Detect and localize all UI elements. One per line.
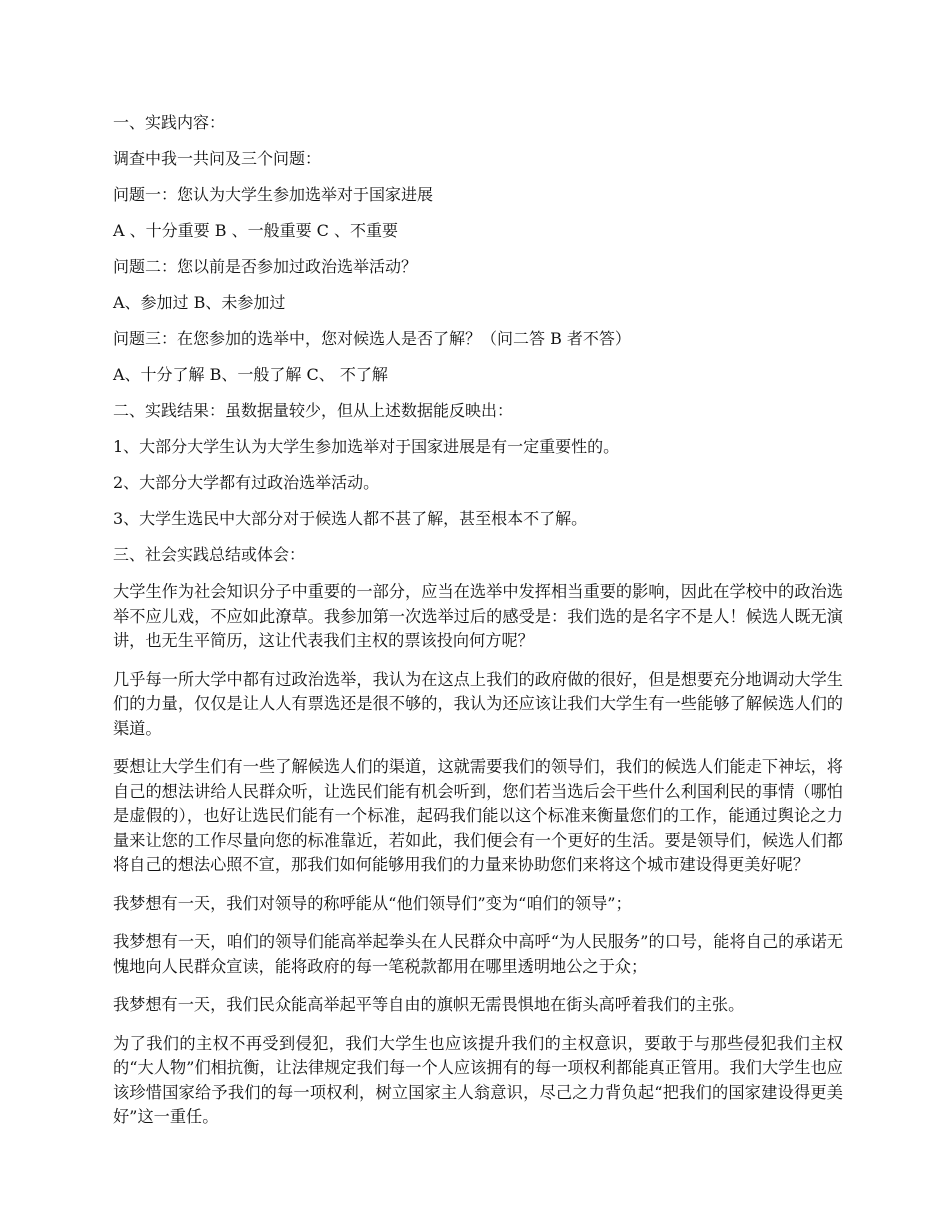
summary-paragraph-3: 要想让大学生们有一些了解候选人们的渠道，这就需要我们的领导们，我们的候选人们能走下神坛，将自己的想法讲给人民群众听，让选民们能有机会听到，您们若当选后会干些什么利国利民的事情（哪怕是虚假的），也好让选民们能有一个标准，起码我们能以这个标准来衡量您们的工作，能通过舆论之力量来让您的工作尽量向您的标准靠近，若如此，我们便会有一个更好的生活。要是领导们，候选人们都将自己的想法心照不宣，那我们如何能够用我们的力量来协助您们来将这个城市建设得更美好呢？ [113,757,843,874]
summary-paragraph-1: 大学生作为社会知识分子中重要的一部分，应当在选举中发挥相当重要的影响，因此在学校中的政治选举不应儿戏，不应如此潦草。我参加第一次选举过后的感受是：我们选的是名字不是人！候选人既无演讲，也无生平简历，这让代表我们主权的票该投向何方呢？ [113,582,843,650]
summary-paragraph-2: 几乎每一所大学中都有过政治选举，我认为在这点上我们的政府做的很好，但是想要充分地调动大学生们的力量，仅仅是让人人有票选还是很不够的，我认为还应该让我们大学生有一些能够了解候选人们的渠道。 [113,669,843,738]
dream-paragraph-1: 我梦想有一天，我们对领导的称呼能从“他们领导们”变为“咱们的领导”； [113,893,632,913]
dream-paragraph-3: 我梦想有一天，我们民众能高举起平等自由的旗帜无需畏惧地在街头高呼着我们的主张。 [113,995,745,1014]
question-three: 问题三：在您参加的选举中，您对候选人是否了解？（问二答 B 者不答） [113,329,631,348]
question-one-options: A 、十分重要 B 、一般重要 C 、不重要 [113,221,398,240]
document-body [113,112,843,1144]
question-two: 问题二：您以前是否参加过政治选举活动？ [113,257,418,276]
dream-paragraph-2: 我梦想有一天，咱们的领导们能高举起拳头在人民群众中高呼“为人民服务”的口号，能将自己的承诺无愧地向人民群众宣读，能将政府的每一笔税款都用在哪里透明地公之于众； [113,932,843,976]
question-two-options: A、参加过 B、未参加过 [113,293,286,312]
section-heading-summary: 三、社会实践总结或体会： [113,545,306,564]
result-item-1: 1、大部分大学生认为大学生参加选举对于国家进展是有一定重要性的。 [113,437,620,456]
question-three-options: A、十分了解 B、一般了解 C、 不了解 [113,365,388,384]
section-heading-practice-content: 一、实践内容： [113,113,226,132]
result-item-3: 3、大学生选民中大部分对于候选人都不甚了解，甚至根本不了解。 [113,509,588,528]
question-one: 问题一：您认为大学生参加选举对于国家进展 [113,185,434,204]
result-item-2: 2、大部分大学都有过政治选举活动。 [113,473,380,492]
section-heading-practice-results: 二、实践结果：虽数据量较少，但从上述数据能反映出： [113,401,514,420]
survey-intro: 调查中我一共问及三个问题： [113,149,322,168]
closing-paragraph: 为了我们的主权不再受到侵犯，我们大学生也应该提升我们的主权意识，要敢于与那些侵犯我们主权的“大人物”们相抗衡，让法律规定我们每一个人应该拥有的每一项权利都能真正管用。我们大学生也应该珍惜国家给予我们的每一项权利，树立国家主人翁意识，尽己之力背负起“把我们的国家建设得更美好”这一重任。 [113,1033,843,1126]
